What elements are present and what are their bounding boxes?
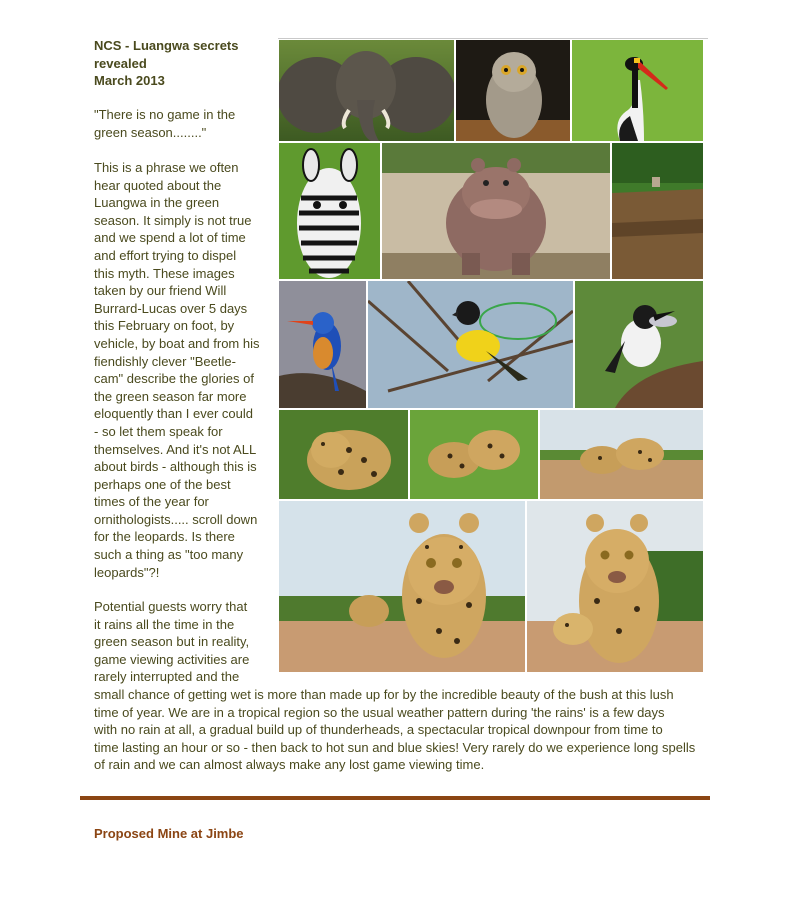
paragraph-line: eloquently than I ever could [94, 406, 253, 422]
gallery-top-rule [278, 38, 708, 39]
paragraph-line: perhaps one of the best [94, 476, 231, 492]
paragraph-line: leopards"?! [94, 564, 160, 580]
paragraph-line: - so let them speak for [94, 423, 223, 439]
heading-line: NCS - Luangwa secrets [94, 38, 239, 53]
paragraph-line: Burrard-Lucas over 5 days [94, 300, 248, 316]
paragraph-line: rarely interrupted and the [94, 669, 240, 685]
paragraph-line: hear quoted about the [94, 177, 222, 193]
photo-leopard-beetlecam-close [279, 501, 525, 672]
paragraph-line: green season but in reality, [94, 634, 250, 650]
photo-leopard-beetlecam-paw [527, 501, 703, 672]
photo-hippo [382, 143, 610, 279]
article-paragraph-1 [94, 159, 266, 581]
paragraph-line: themselves. And it's not ALL [94, 441, 257, 457]
photo-elephant [279, 40, 454, 141]
paragraph-line: this myth. These images [94, 265, 235, 281]
paragraph-line: fiendishly clever "Beetle- [94, 353, 236, 369]
heading-line: March 2013 [94, 73, 165, 88]
photo-zebra [279, 143, 380, 279]
paragraph-line: it rains all the time in the [94, 616, 235, 632]
photo-leopard-cubs-playing [540, 410, 703, 499]
photo-weaver-bird [368, 281, 573, 408]
paragraph-line: Luangwa in the green [94, 195, 220, 211]
next-section-title: Proposed Mine at Jimbe [94, 826, 244, 841]
paragraph-line: and effort trying to dispel [94, 247, 237, 263]
paragraph-line: this February on foot, by [94, 318, 235, 334]
paragraph-line: taken by our friend Will [94, 283, 227, 299]
paragraph-line: for the leopards. Is there [94, 529, 235, 545]
photo-pied-kingfisher [575, 281, 703, 408]
paragraph-line: of rain and we can almost always make any lost game viewing time. [94, 757, 485, 773]
article-quote [94, 106, 266, 141]
article-paragraph-2-narrow [94, 598, 266, 686]
quote-line: "There is no game in the [94, 107, 236, 122]
quote-line: green season........" [94, 124, 207, 140]
paragraph-line: game viewing activities are [94, 651, 250, 667]
paragraph-line: with no rain at all, a gradual build up of thunderheads, a spectacular tropical downpour from time to [94, 722, 663, 738]
paragraph-line: vehicle, by boat and from his [94, 335, 260, 351]
paragraph-line: Potential guests worry that [94, 599, 248, 614]
paragraph-line: times of the year for [94, 494, 209, 510]
photo-two-leopards [410, 410, 538, 499]
paragraph-line: about birds - although this is [94, 459, 257, 475]
photo-saddle-billed-stork [572, 40, 703, 141]
photo-riverbank [612, 143, 703, 279]
photo-malachite-kingfisher [279, 281, 366, 408]
paragraph-line: time of year. We are in a tropical region so the usual weather pattern during 'the rains' is a few days [94, 704, 665, 720]
paragraph-line: cam" describe the glories of [94, 371, 254, 387]
article-paragraph-2-wide [94, 686, 714, 774]
paragraph-line: This is a phrase we often [94, 160, 239, 175]
paragraph-line: ornithologists..... scroll down [94, 511, 258, 527]
photo-leopard-in-grass [279, 410, 408, 499]
article-heading [94, 37, 274, 90]
section-divider [80, 796, 710, 800]
paragraph-line: time lasting an hour or so - then back to hot sun and blue skies! Very rarely do we experience long spells [94, 739, 696, 755]
paragraph-line: season. It simply is not true [94, 212, 252, 228]
photo-scops-owl [456, 40, 570, 141]
paragraph-line: the green season far more [94, 388, 247, 404]
paragraph-line: such a thing as "too many [94, 547, 244, 563]
paragraph-line: small chance of getting wet is more than made up for by the incredible beauty of the bush at this lush [94, 687, 674, 702]
paragraph-line: and we spend a lot of time [94, 230, 246, 246]
heading-line: revealed [94, 55, 147, 71]
